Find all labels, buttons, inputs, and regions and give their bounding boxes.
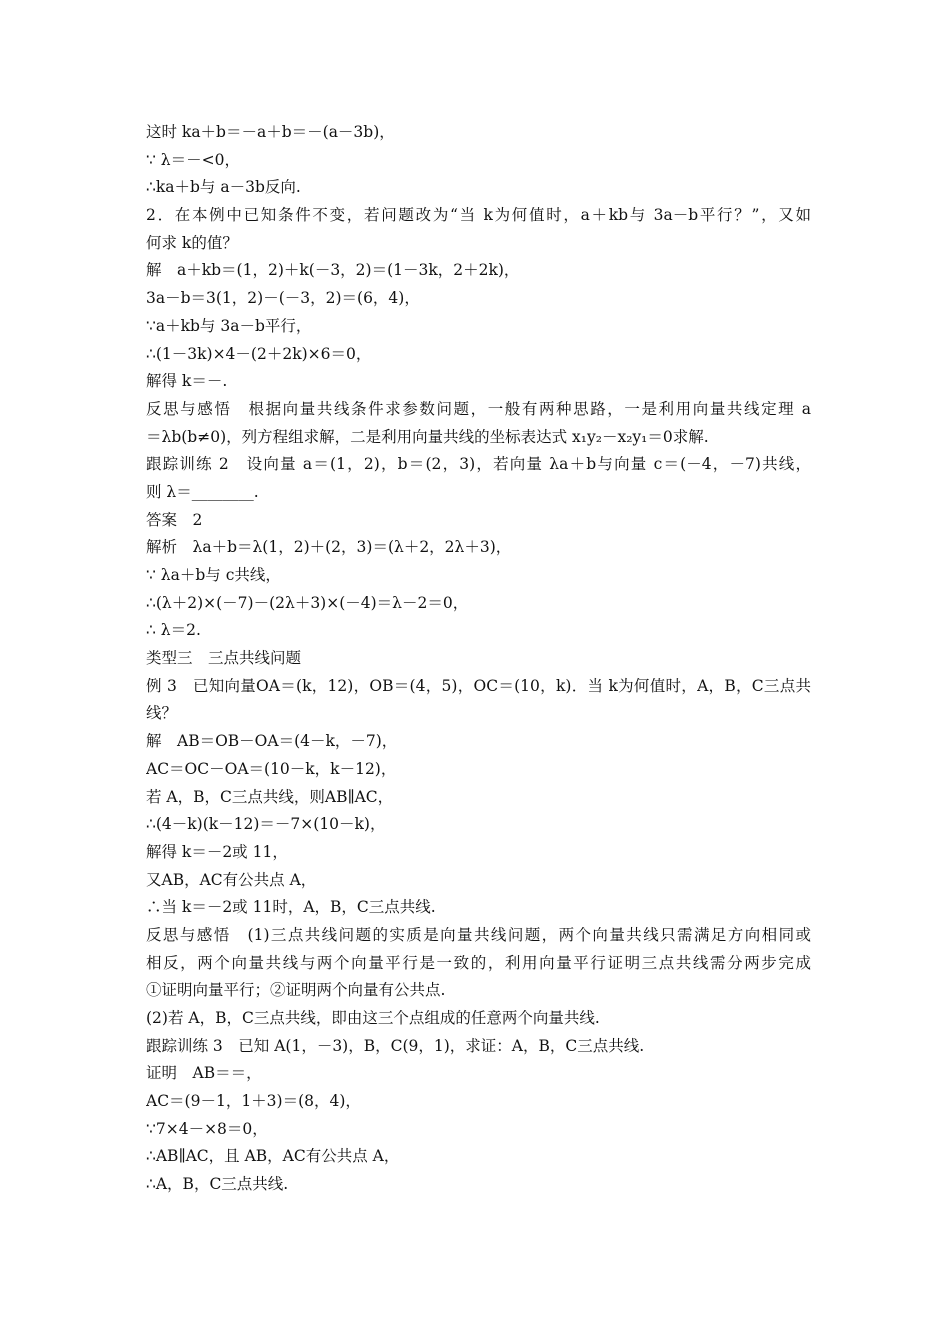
text-line: ∵ λa＋b与 c共线， [146, 566, 281, 584]
text-line: 解得 k＝－. [146, 372, 228, 391]
text-line: 例 3 已知向量OA＝(k，12)，OB＝(4，5)，OC＝(10，k)．当 k为何值时，A，B，C三点共 [146, 676, 811, 695]
text-line: 何求 k的值？ [146, 233, 238, 252]
text-line: 相反，两个向量共线与两个向量平行是一致的，利用向量平行证明三点共线需分两步完成 [146, 953, 811, 972]
text-line: 若 A，B，C三点共线，则AB∥AC， [146, 787, 394, 806]
text-line: AC＝OC－OA＝(10－k，k－12)， [146, 759, 397, 778]
text-line: 2．在本例中已知条件不变，若问题改为“当 k为何值时，a＋kb与 3a－b平行？”，又如 [146, 206, 811, 225]
text-line: 解析 λa＋b＝λ(1，2)＋(2，3)＝(λ＋2，2λ＋3)， [146, 538, 512, 557]
text-line: 反思与感悟 根据向量共线条件求参数问题，一般有两种思路，一是利用向量共线定理 a [146, 399, 811, 418]
section-heading: 类型三 三点共线问题 [146, 649, 302, 668]
text-line: 这时 ka＋b＝－a＋b＝－(a－3b)， [146, 123, 395, 141]
document-body [146, 119, 811, 1199]
text-line: ①证明向量平行；②证明两个向量有公共点. [146, 981, 446, 1000]
text-line: ∴AB∥AC，且 AB，AC有公共点 A， [146, 1147, 400, 1166]
text-line: 跟踪训练 3 已知 A(1，－3)，B，C(9，1)，求证：A，B，C三点共线. [146, 1036, 645, 1055]
text-line: 则 λ＝________. [146, 482, 259, 501]
text-line: 线？ [146, 704, 178, 723]
text-line: 反思与感悟 (1)三点共线问题的实质是向量共线问题，两个向量共线只需满足方向相同或 [146, 925, 811, 944]
text-line: 解得 k＝－2或 11， [146, 842, 288, 861]
text-line: 解 a＋kb＝(1，2)＋k(－3，2)＝(1－3k，2＋2k)， [146, 261, 520, 280]
text-line: 3a－b＝3(1，2)－(－3，2)＝(6，4)， [146, 289, 420, 308]
text-line: (2)若 A，B，C三点共线，即由这三个点组成的任意两个向量共线. [146, 1009, 600, 1027]
text-line: 解 AB＝OB－OA＝(4－k，－7)， [146, 732, 398, 751]
text-line: AC＝(9－1，1＋3)＝(8，4)， [146, 1092, 361, 1111]
text-line: ∴当 k＝－2或 11时，A，B，C三点共线. [146, 898, 436, 917]
text-line: ∴(1－3k)×4－(2＋2k)×6＝0， [146, 344, 372, 363]
text-line: ∴(λ＋2)×(－7)－(2λ＋3)×(－4)＝λ－2＝0， [146, 593, 469, 612]
text-line: ∴A，B，C三点共线. [146, 1175, 289, 1194]
text-line: ＝λb(b≠0)，列方程组求解，二是利用向量共线的坐标表达式 x₁y₂－x₂y₁＝0求解. [146, 427, 709, 446]
text-line: 又AB，AC有公共点 A， [146, 870, 317, 889]
text-line: 证明 AB＝＝， [146, 1064, 262, 1083]
text-line: ∵a＋kb与 3a－b平行， [146, 316, 312, 335]
text-line: ∴(4－k)(k－12)＝－7×(10－k)， [146, 815, 386, 834]
text-line: 答案 2 [146, 510, 203, 529]
text-line: ∴ λ＝2. [146, 621, 201, 640]
text-line: ∵ λ＝－<0， [146, 150, 240, 169]
text-line: ∴ka＋b与 a－3b反向. [146, 178, 301, 197]
text-line: ∵7×4－×8＝0， [146, 1119, 268, 1138]
text-line: 跟踪训练 2 设向量 a＝(1，2)，b＝(2，3)，若向量 λa＋b与向量 c＝(－4，－7)共线， [146, 455, 811, 474]
